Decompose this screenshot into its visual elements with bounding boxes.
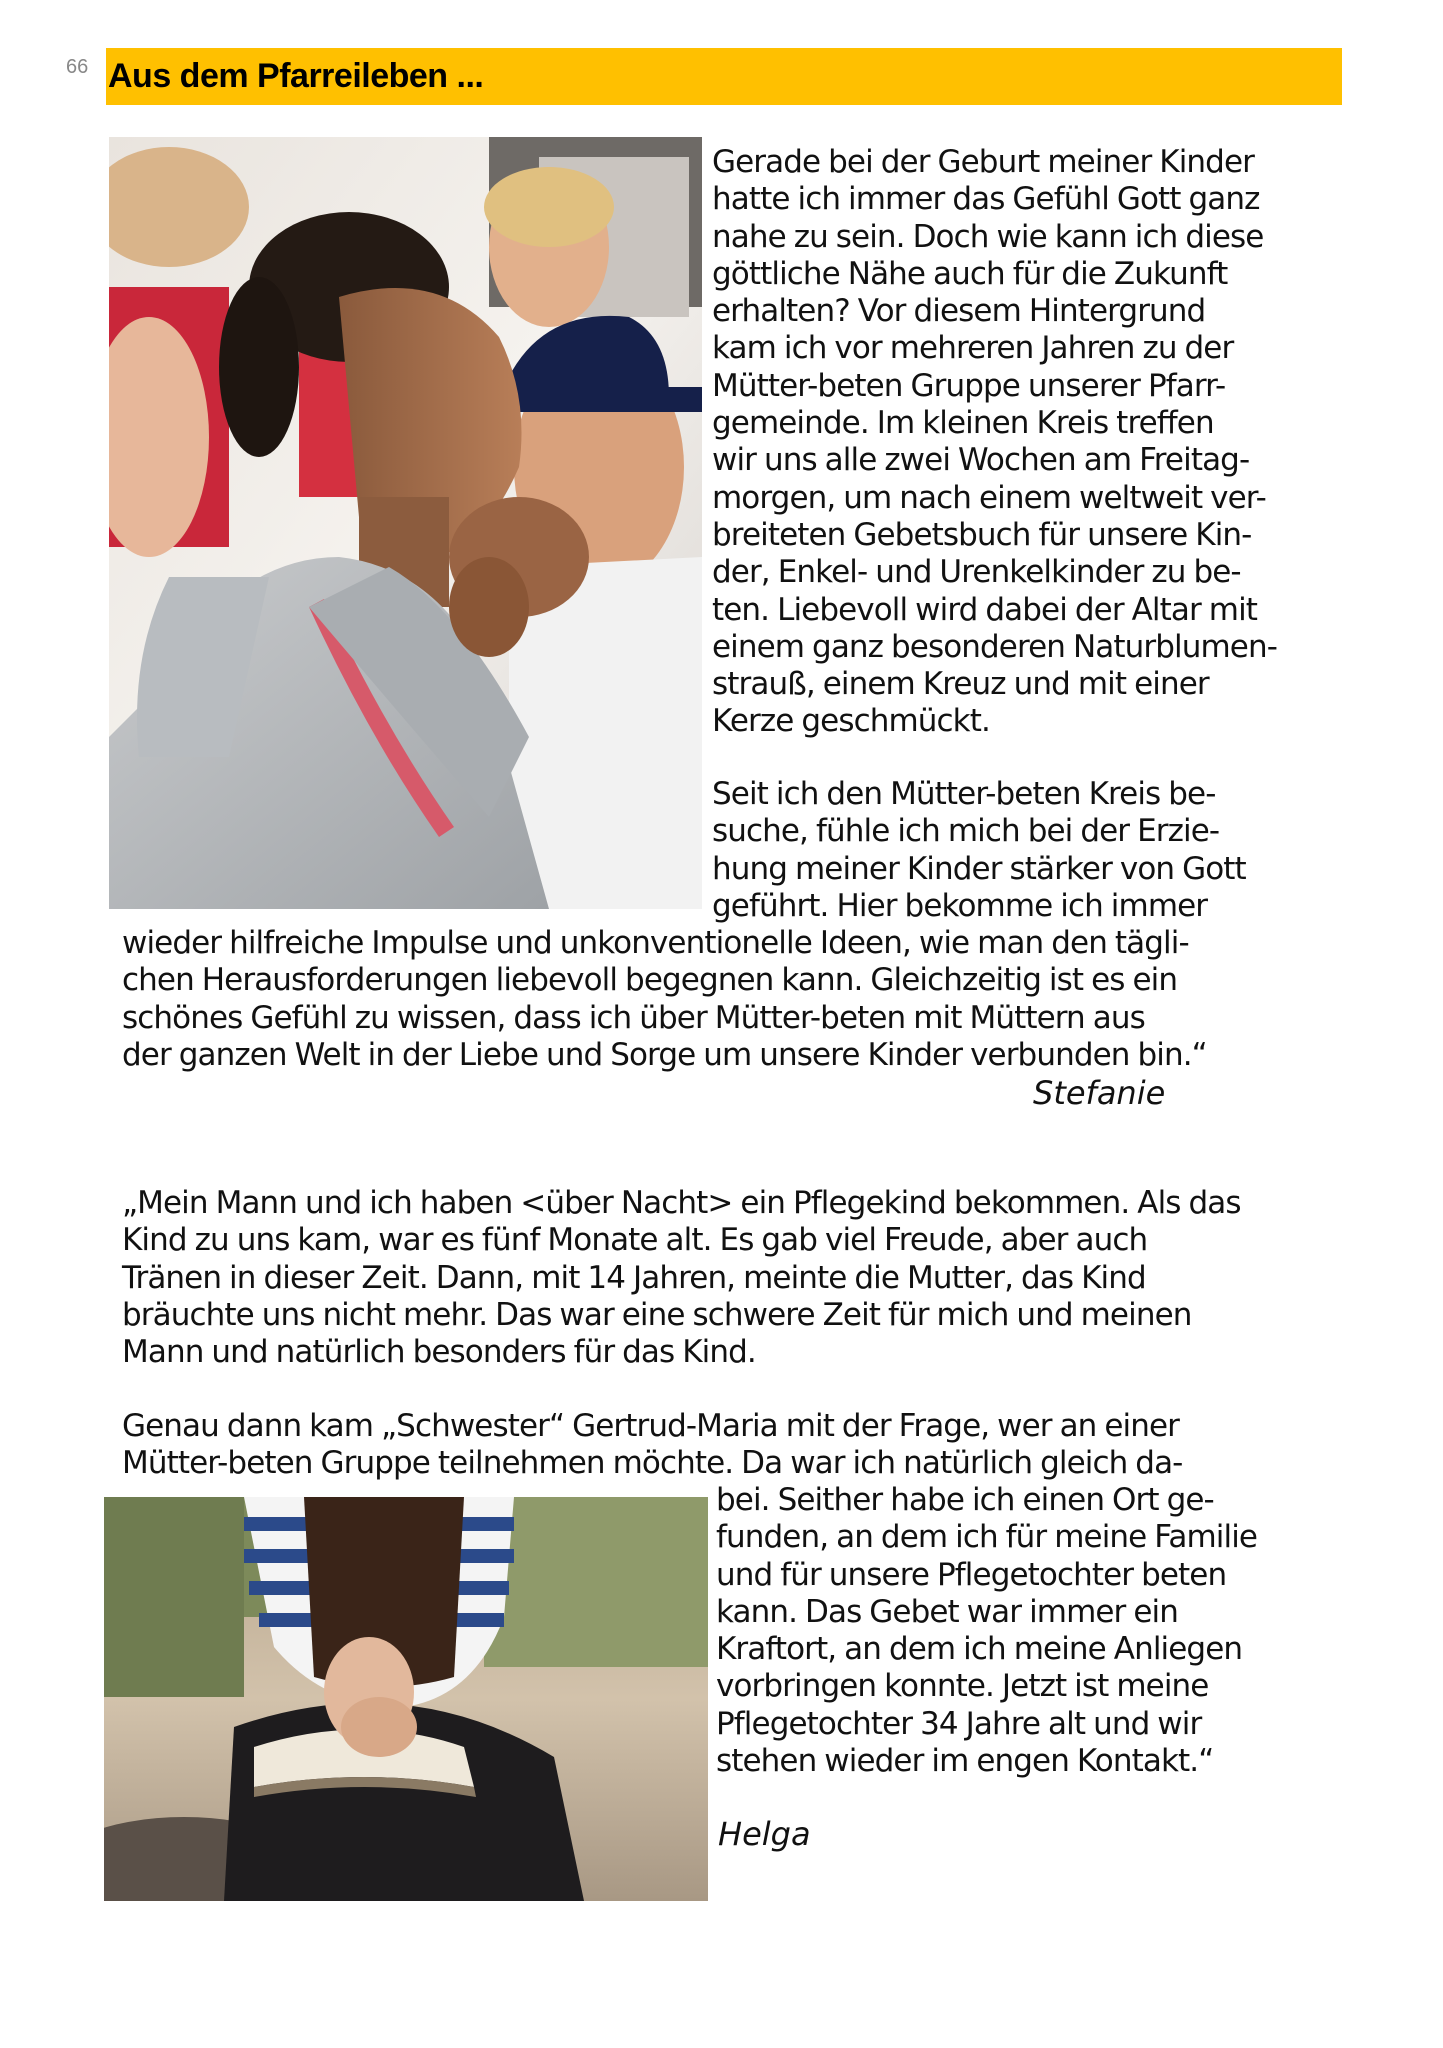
praying-hands-book-photo <box>104 1497 708 1901</box>
story2-signature: Helga <box>718 1815 811 1853</box>
story1-paragraph1: Gerade bei der Geburt meiner Kinder hatte ich immer das Gefühl Gott ganz nahe zu sein. Doch wie kann ich diese göttliche Nähe auch für die Zukunft erhalten? Vor diesem Hintergrund kam ich vor mehreren Jahren zu der Mütter-beten Gruppe unserer Pfarr- gemeinde. Im kleinen Kreis treffen wir uns alle zwei Wochen am Freitag- morgen, um nach einem weltweit ver- breiteten Gebetsbuch für unsere Kin- der, Enkel- und Urenkelkinder zu be- ten. Liebevoll wird dabei der Altar mit einem ganz besonderen Naturblumen- strauß, einem Kreuz und mit einer Kerze geschmückt. <box>712 144 1277 740</box>
story1-paragraph2-full: wieder hilfreiche Impulse und unkonventionelle Ideen, wie man den tägli- chen Herausforderungen liebevoll begegnen kann. Gleichzeitig ist es ein schönes Gefühl zu wissen, dass ich über Mütter-beten mit Müttern aus der ganzen Welt in der Liebe und Sorge um unsere Kinder verbunden bin.“ <box>122 925 1207 1073</box>
story2-paragraph2-full: Genau dann kam „Schwester“ Gertrud-Maria mit der Frage, wer an einer Mütter-beten Gruppe teilnehmen möchte. Da war ich natürlich gleich da- <box>122 1408 1183 1482</box>
story1-signature: Stefanie <box>1033 1074 1166 1112</box>
praying-woman-photo <box>109 137 702 909</box>
section-header <box>106 48 1342 105</box>
story2-paragraph1: „Mein Mann und ich haben <über Nacht> ein Pflegekind bekommen. Als das Kind zu uns kam, war es fünf Monate alt. Es gab viel Freude, aber auch Tränen in dieser Zeit. Dann, mit 14 Jahren, meinte die Mutter, das Kind bräuchte uns nicht mehr. Das war eine schwere Zeit für mich und meinen Mann und natürlich besonders für das Kind. <box>122 1185 1241 1371</box>
section-title: Aus dem Pfarreileben ... <box>108 57 484 95</box>
page-number: 66 <box>66 56 89 78</box>
story1-paragraph2-side: Seit ich den Mütter-beten Kreis be- suche, fühle ich mich bei der Erzie- hung meiner Kinder stärker von Gott geführt. Hier bekomme ich immer <box>712 776 1246 924</box>
story2-paragraph2-side: bei. Seither habe ich einen Ort ge- funden, an dem ich für meine Familie und für unsere Pflegetochter beten kann. Das Gebet war immer ein Kraftort, an dem ich meine Anliegen vorbringen konnte. Jetzt ist meine Pflegetochter 34 Jahre alt und wir stehen wieder im engen Kontakt.“ <box>716 1482 1258 1780</box>
